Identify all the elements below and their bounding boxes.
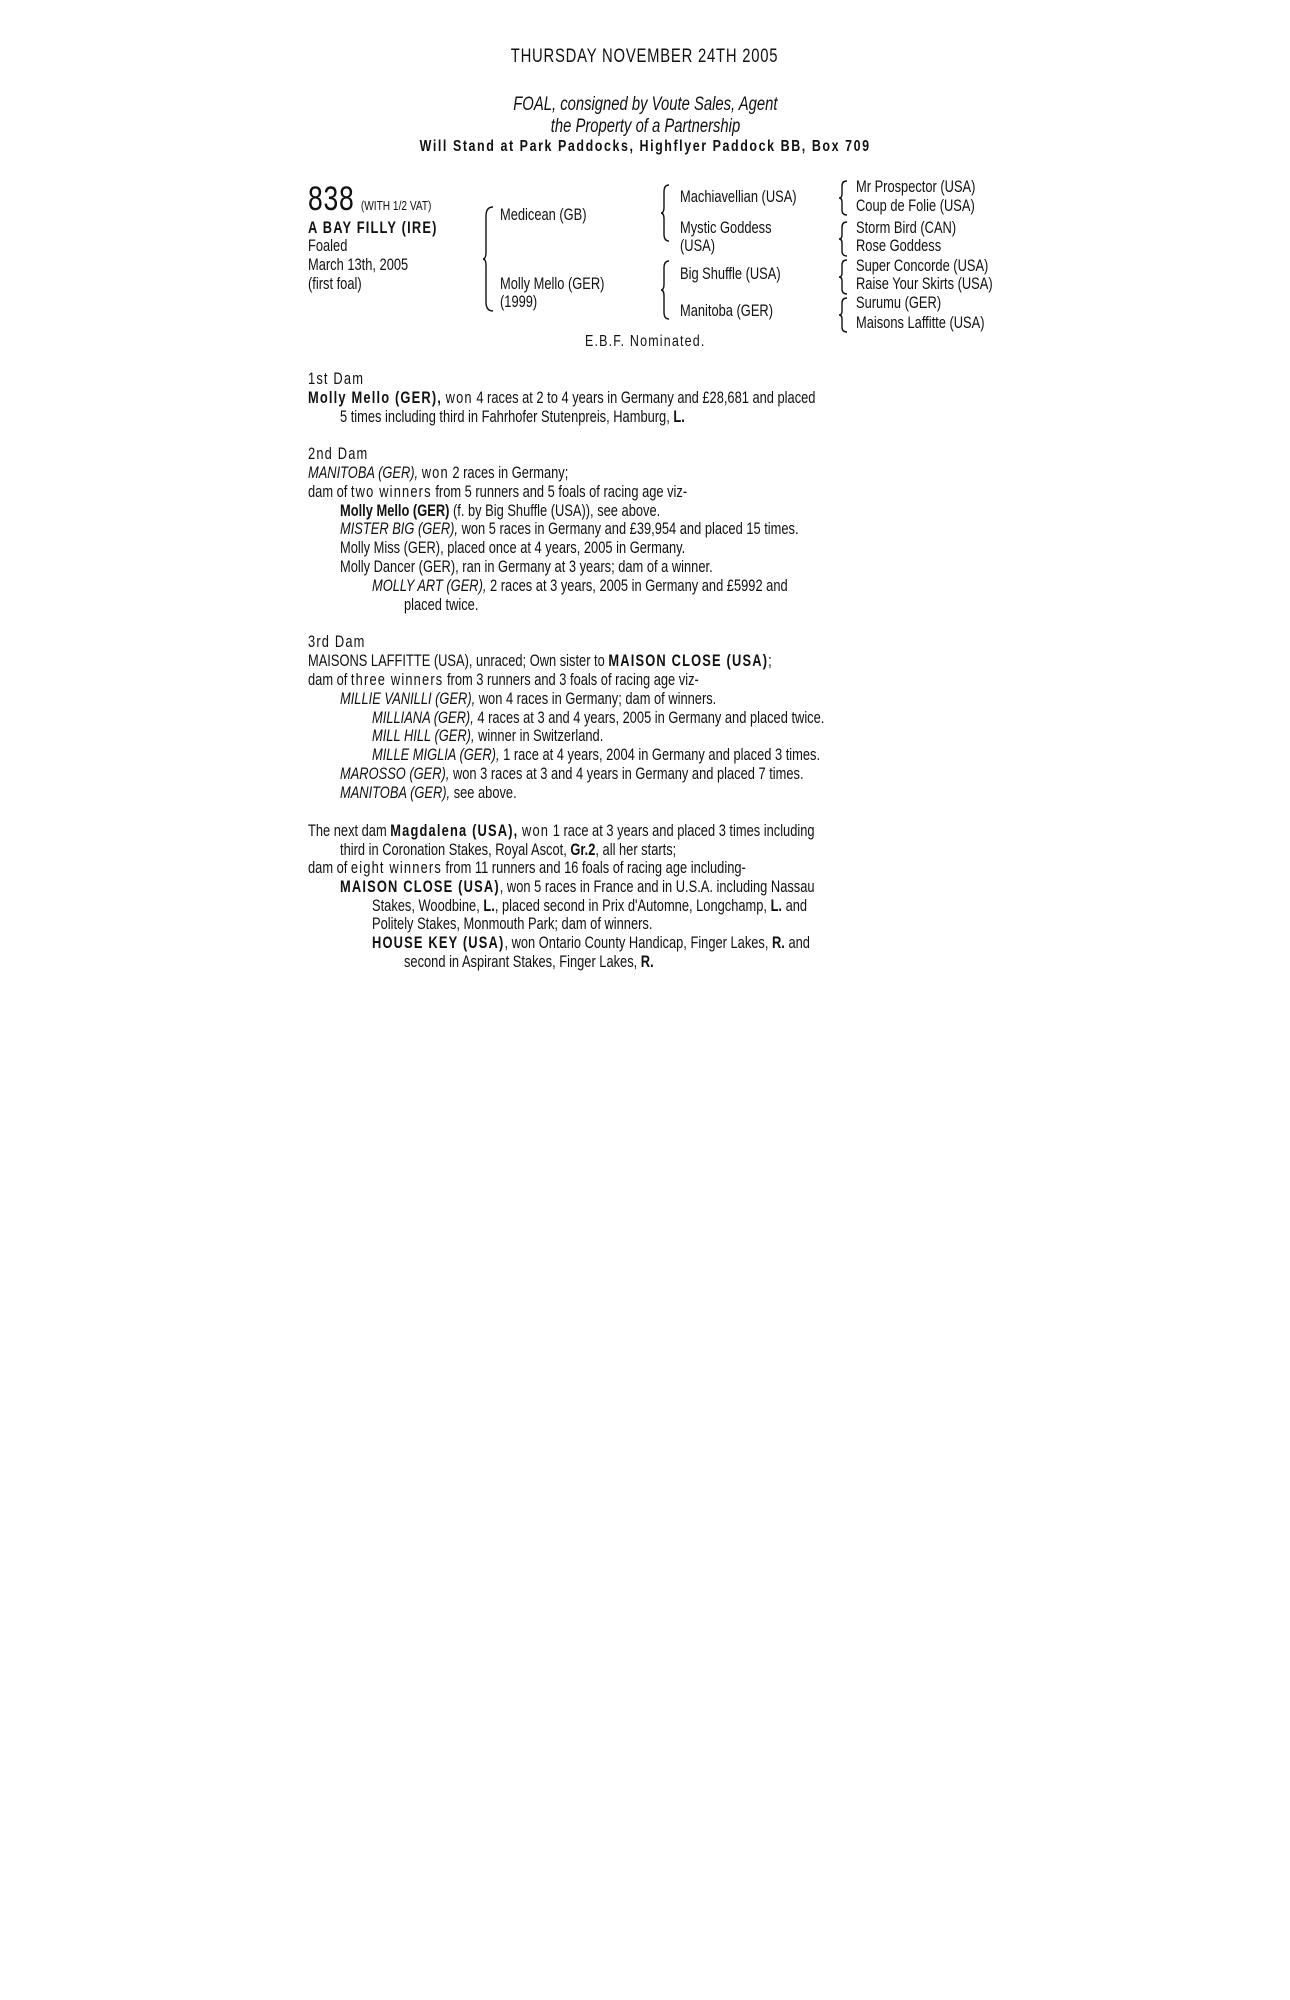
pedigree-g6: Raise Your Skirts (USA) xyxy=(856,275,993,293)
third-dam-line-7: MAROSSO (GER), won 3 races at 3 and 4 years in Germany and placed 7 times. xyxy=(340,765,804,783)
pedigree-g4: Rose Goddess xyxy=(856,237,942,255)
stand-location: Will Stand at Park Paddocks, Highflyer Paddock BB, Box 709 xyxy=(419,138,871,155)
brace-g5-g6 xyxy=(838,259,848,295)
third-dam-line-3: MILLIE VANILLI (GER), won 4 races in Germany; dam of winners. xyxy=(340,690,717,708)
next-dam-line-8: second in Aspirant Stakes, Finger Lakes, R. xyxy=(404,953,654,971)
pedigree-dam: Molly Mello (GER) xyxy=(500,275,605,293)
next-dam-line-1: The next dam Magdalena (USA), won 1 race at 3 years and placed 3 times including xyxy=(308,822,815,840)
ebf-nominated: E.B.F. Nominated. xyxy=(584,333,706,350)
pedigree-g8: Maisons Laffitte (USA) xyxy=(856,314,985,332)
next-dam-line-4: MAISON CLOSE (USA), won 5 races in France and in U.S.A. including Nassau xyxy=(340,878,815,896)
third-dam-line-5: MILL HILL (GER), winner in Switzerland. xyxy=(372,727,604,745)
next-dam-line-7: HOUSE KEY (USA), won Ontario County Handicap, Finger Lakes, R. and xyxy=(372,934,810,952)
second-dam-line-7: MOLLY ART (GER), 2 races at 3 years, 2005 in Germany and £5992 and xyxy=(372,577,788,595)
pedigree-sire: Medicean (GB) xyxy=(500,206,587,224)
first-dam-heading: 1st Dam xyxy=(308,370,365,388)
brace-g3-g4 xyxy=(838,221,848,257)
sale-date: THURSDAY NOVEMBER 24TH 2005 xyxy=(511,46,779,67)
lot-number: 838 xyxy=(308,180,355,218)
brace-dam-line xyxy=(660,260,670,320)
pedigree-dam-year: (1999) xyxy=(500,293,538,311)
brace-g7-g8 xyxy=(838,297,848,333)
consignment-line-1: FOAL, consigned by Voute Sales, Agent xyxy=(512,94,778,115)
pedigree-g7: Surumu (GER) xyxy=(856,294,942,312)
third-dam-line-6: MILLE MIGLIA (GER), 1 race at 4 years, 2004 in Germany and placed 3 times. xyxy=(372,746,821,764)
foaled-label: Foaled xyxy=(308,237,348,255)
second-dam-line-5: Molly Miss (GER), placed once at 4 years, 2005 in Germany. xyxy=(340,539,686,557)
second-dam-line-2: dam of two winners from 5 runners and 5 foals of racing age viz- xyxy=(308,483,688,501)
second-dam-line-6: Molly Dancer (GER), ran in Germany at 3 years; dam of a winner. xyxy=(340,558,713,576)
brace-g1-g2 xyxy=(838,180,848,216)
brace-sire-dam xyxy=(482,206,494,312)
third-dam-heading: 3rd Dam xyxy=(308,633,366,651)
next-dam-line-5: Stakes, Woodbine, L., placed second in Prix d'Automne, Longchamp, L. and xyxy=(372,897,808,915)
pedigree-sire-sire: Machiavellian (USA) xyxy=(680,188,797,206)
first-dam-line-2: 5 times including third in Fahrhofer Stutenpreis, Hamburg, L. xyxy=(340,408,685,426)
vat-note: (WITH 1/2 VAT) xyxy=(360,198,432,213)
pedigree-dam-sire: Big Shuffle (USA) xyxy=(680,265,781,283)
pedigree-sire-dam-country: (USA) xyxy=(680,237,716,255)
pedigree-sire-dam: Mystic Goddess xyxy=(680,219,772,237)
next-dam-line-3: dam of eight winners from 11 runners and 16 foals of racing age including- xyxy=(308,859,746,877)
third-dam-line-2: dam of three winners from 3 runners and 3 foals of racing age viz- xyxy=(308,671,699,689)
pedigree-g1: Mr Prospector (USA) xyxy=(856,178,976,196)
third-dam-line-1: MAISONS LAFFITTE (USA), unraced; Own sister to MAISON CLOSE (USA); xyxy=(308,652,772,670)
second-dam-line-4: MISTER BIG (GER), won 5 races in Germany and £39,954 and placed 15 times. xyxy=(340,520,799,538)
lot-description: A BAY FILLY (IRE) xyxy=(308,219,438,237)
foaled-date: March 13th, 2005 xyxy=(308,256,409,274)
second-dam-line-8: placed twice. xyxy=(404,596,479,614)
lot-number-line xyxy=(308,180,466,219)
foal-note: (first foal) xyxy=(308,275,362,293)
pedigree-g5: Super Concorde (USA) xyxy=(856,257,989,275)
pedigree-g3: Storm Bird (CAN) xyxy=(856,219,957,237)
second-dam-heading: 2nd Dam xyxy=(308,445,369,463)
next-dam-line-6: Politely Stakes, Monmouth Park; dam of winners. xyxy=(372,915,653,933)
first-dam-line-1: Molly Mello (GER), won 4 races at 2 to 4 years in Germany and £28,681 and placed xyxy=(308,389,816,407)
second-dam-line-3: Molly Mello (GER) (f. by Big Shuffle (USA)), see above. xyxy=(340,502,661,520)
next-dam-line-2: third in Coronation Stakes, Royal Ascot, Gr.2, all her starts; xyxy=(340,841,677,859)
second-dam-line-1: MANITOBA (GER), won 2 races in Germany; xyxy=(308,464,569,482)
pedigree-dam-dam: Manitoba (GER) xyxy=(680,302,773,320)
brace-sire-line xyxy=(660,184,670,242)
third-dam-line-8: MANITOBA (GER), see above. xyxy=(340,784,517,802)
pedigree-g2: Coup de Folie (USA) xyxy=(856,197,975,215)
consignment-line-2: the Property of a Partnership xyxy=(550,116,740,137)
third-dam-line-4: MILLIANA (GER), 4 races at 3 and 4 years, 2005 in Germany and placed twice. xyxy=(372,709,825,727)
